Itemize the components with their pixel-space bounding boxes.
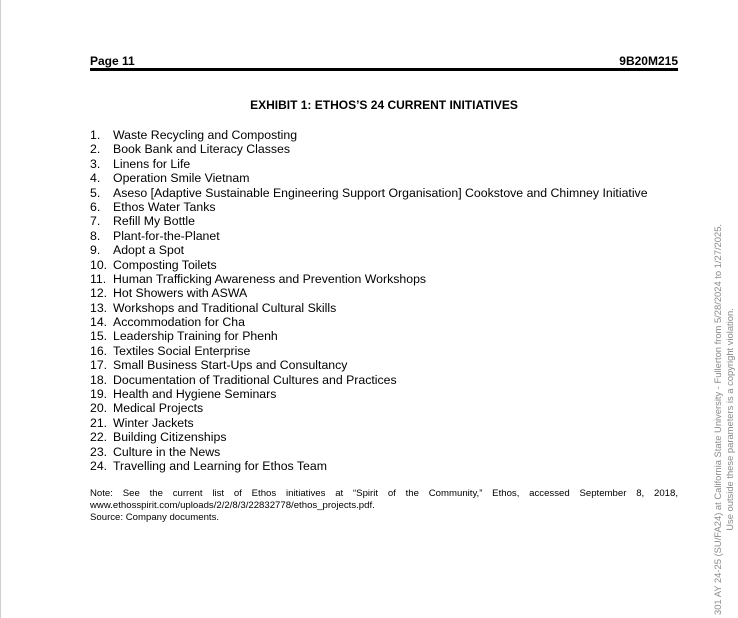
list-item xyxy=(90,258,678,272)
list-item-text: Plant-for-the-Planet xyxy=(113,228,220,243)
list-item-text: Refill My Bottle xyxy=(113,214,196,229)
list-item xyxy=(90,387,678,401)
list-item-number: 16. xyxy=(90,343,108,358)
list-item-number: 15. xyxy=(90,329,108,344)
list-item xyxy=(90,142,678,156)
list-item-number: 21. xyxy=(90,415,108,430)
list-item xyxy=(90,243,678,257)
list-item xyxy=(90,214,678,228)
list-item xyxy=(90,459,678,473)
list-item xyxy=(90,373,678,387)
watermark-line-1: 301 AY 24-25 (SU/FA24) at California State University - Fullerton from 5/28/2024 to 1/27/2025. xyxy=(712,223,723,615)
list-item-text: Winter Jackets xyxy=(113,415,194,430)
copyright-watermark xyxy=(712,224,736,615)
page-edge xyxy=(0,0,1,618)
list-item-text: Leadership Training for Phenh xyxy=(113,329,278,344)
list-item-text: Medical Projects xyxy=(113,401,204,416)
list-item-number: 23. xyxy=(90,444,108,459)
list-item xyxy=(90,200,678,214)
list-item-text: Building Citizenships xyxy=(113,430,227,445)
list-item-number: 13. xyxy=(90,300,108,315)
list-item xyxy=(90,186,678,200)
list-item xyxy=(90,157,678,171)
list-item xyxy=(90,344,678,358)
list-item-text: Workshops and Traditional Cultural Skills xyxy=(113,300,337,315)
list-item xyxy=(90,171,678,185)
list-item-text: Waste Recycling and Composting xyxy=(113,128,298,142)
list-item-text: Ethos Water Tanks xyxy=(113,199,216,214)
watermark-line-2: Use outside these parameters is a copyright violation. xyxy=(724,308,735,531)
list-item xyxy=(90,329,678,343)
list-item-number: 19. xyxy=(90,387,108,402)
list-item-text: Operation Smile Vietnam xyxy=(113,171,250,186)
list-item xyxy=(90,315,678,329)
page-header xyxy=(90,54,678,68)
list-item-text: Hot Showers with ASWA xyxy=(113,286,248,301)
list-item-number: 5. xyxy=(90,185,101,200)
source-line: Source: Company documents. xyxy=(90,512,220,523)
list-item xyxy=(90,301,678,315)
list-item-number: 12. xyxy=(90,286,108,301)
list-item xyxy=(90,445,678,459)
list-item-number: 14. xyxy=(90,315,108,330)
exhibit-title: EXHIBIT 1: ETHOS’S 24 CURRENT INITIATIVES xyxy=(250,98,518,112)
page-number: Page 11 xyxy=(90,54,135,68)
list-item-text: Culture in the News xyxy=(113,444,221,459)
note-line-1: Note: See the current list of Ethos initiatives at “Spirit of the Community,” Ethos, accessed September 8, 2018, xyxy=(90,488,678,499)
list-item-text: Accommodation for Cha xyxy=(113,315,245,330)
list-item-text: Aseso [Adaptive Sustainable Engineering Support Organisation] Cookstove and Chimney Initiative xyxy=(113,185,648,200)
list-item xyxy=(90,272,678,286)
list-item xyxy=(90,358,678,372)
list-item-number: 3. xyxy=(90,156,101,171)
list-item-text: Small Business Start-Ups and Consultancy xyxy=(113,358,348,373)
note-block xyxy=(90,488,678,524)
list-item-text: Human Trafficking Awareness and Prevention Workshops xyxy=(113,271,427,286)
list-item xyxy=(90,128,678,142)
initiatives-list xyxy=(90,128,678,473)
list-item-number: 6. xyxy=(90,199,101,214)
list-item-text: Textiles Social Enterprise xyxy=(113,343,251,358)
list-item-number: 9. xyxy=(90,243,101,258)
list-item-text: Documentation of Traditional Cultures and Practices xyxy=(113,372,397,387)
list-item-text: Composting Toilets xyxy=(113,257,217,272)
list-item-number: 1. xyxy=(90,128,101,142)
list-item xyxy=(90,416,678,430)
list-item xyxy=(90,430,678,444)
case-code: 9B20M215 xyxy=(619,54,678,68)
list-item-number: 7. xyxy=(90,214,101,229)
list-item-number: 20. xyxy=(90,401,108,416)
list-item-text: Travelling and Learning for Ethos Team xyxy=(113,458,327,473)
list-item-text: Linens for Life xyxy=(113,156,191,171)
list-item-number: 10. xyxy=(90,257,108,272)
list-item xyxy=(90,401,678,415)
list-item-number: 24. xyxy=(90,458,108,473)
list-item-text: Book Bank and Literacy Classes xyxy=(113,142,291,157)
list-item-text: Health and Hygiene Seminars xyxy=(113,387,277,402)
list-item-number: 8. xyxy=(90,228,101,243)
list-item-number: 4. xyxy=(90,171,101,186)
list-item-text: Adopt a Spot xyxy=(113,243,185,258)
list-item-number: 22. xyxy=(90,430,108,445)
list-item xyxy=(90,286,678,300)
list-item-number: 2. xyxy=(90,142,101,157)
note-line-2: www.ethosspirit.com/uploads/2/2/8/3/22832778/ethos_projects.pdf. xyxy=(90,500,375,511)
list-item-number: 18. xyxy=(90,372,108,387)
list-item-number: 17. xyxy=(90,358,108,373)
list-item xyxy=(90,229,678,243)
header-rule xyxy=(90,68,678,71)
list-item-number: 11. xyxy=(90,271,107,286)
